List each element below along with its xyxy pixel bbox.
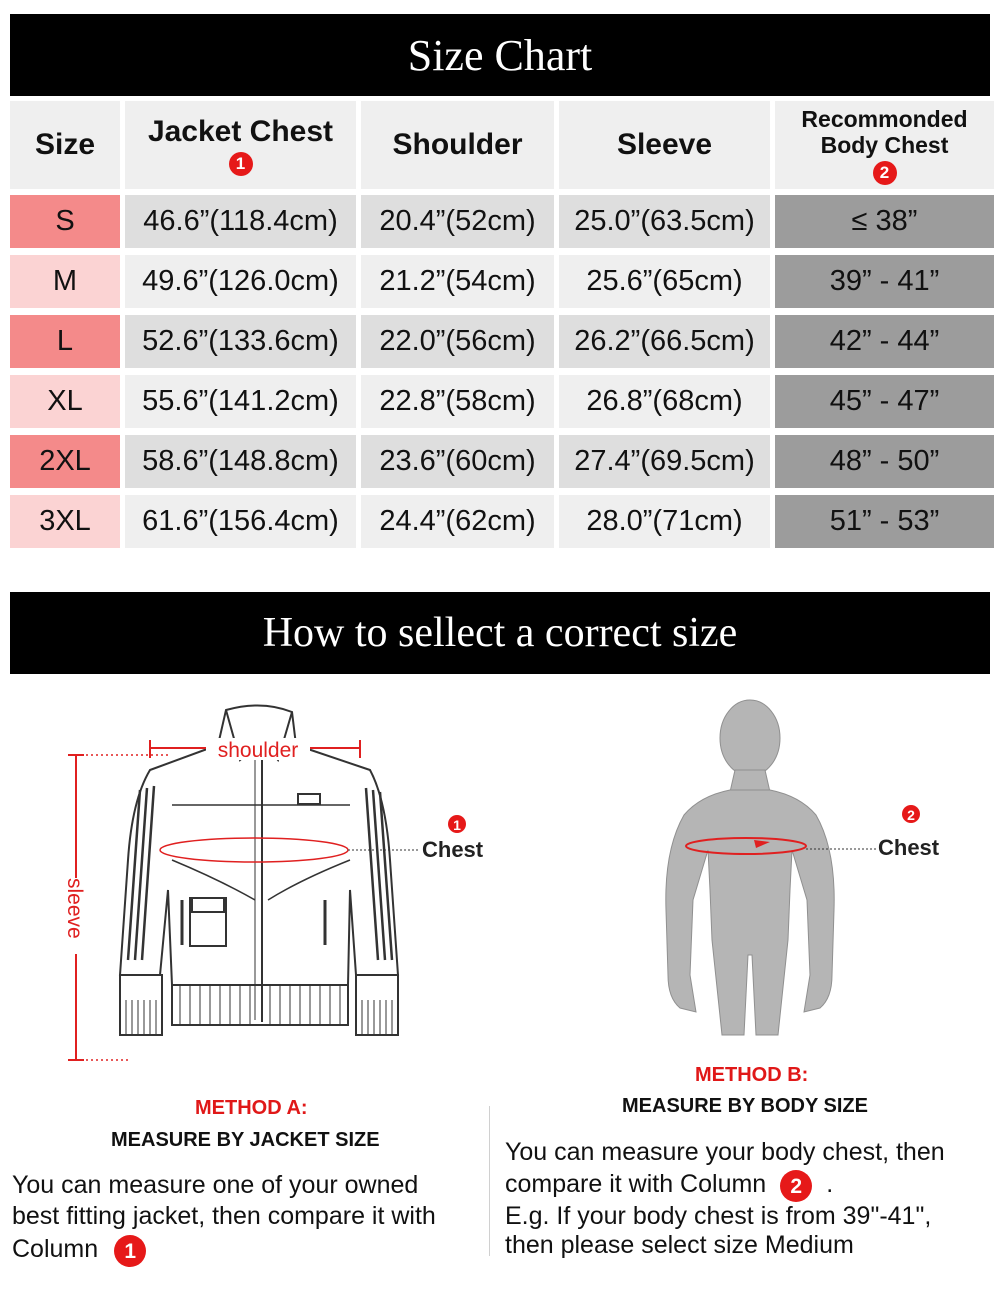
- method-a-subheading: MEASURE BY JACKET SIZE: [111, 1129, 380, 1151]
- row-xl-shoulder: 22.8”(58cm): [361, 375, 554, 428]
- method-b-text: [505, 1138, 995, 1260]
- row-2xl-body-chest: 48” - 50”: [775, 435, 994, 488]
- method-b-line4: then please select size Medium: [505, 1231, 854, 1259]
- row-l-sleeve: 26.2”(66.5cm): [559, 315, 770, 368]
- method-b-line1: You can measure your body chest, then: [505, 1138, 945, 1166]
- row-xl-size: XL: [10, 375, 120, 428]
- method-b-line2: compare it with Column: [505, 1170, 767, 1198]
- header-recommended-line2: Body Chest: [820, 131, 949, 158]
- method-a-line2: best fitting jacket, then compare it with: [12, 1202, 436, 1230]
- row-s-body-chest: ≤ 38”: [775, 195, 994, 248]
- header-recommended-line1: Recommonded: [801, 105, 968, 132]
- method-a-column-marker: 1: [114, 1235, 146, 1267]
- method-b-line2-end: .: [826, 1170, 834, 1198]
- row-s-chest: 46.6”(118.4cm): [125, 195, 356, 248]
- method-b-heading: METHOD B:: [695, 1064, 809, 1086]
- body-chest-marker: 2: [907, 807, 915, 823]
- row-m-shoulder: 21.2”(54cm): [361, 255, 554, 308]
- header-recommended-body-chest: [775, 101, 994, 189]
- row-xl-chest: 55.6”(141.2cm): [125, 375, 356, 428]
- column-marker-1: 1: [229, 152, 253, 176]
- row-3xl-shoulder: 24.4”(62cm): [361, 495, 554, 548]
- method-a-line3: Column: [12, 1235, 99, 1263]
- row-l-shoulder: 22.0”(56cm): [361, 315, 554, 368]
- row-l-body-chest: 42” - 44”: [775, 315, 994, 368]
- jacket-chest-marker: 1: [453, 817, 461, 833]
- method-divider: [489, 1106, 490, 1256]
- header-sleeve-label: Sleeve: [616, 128, 713, 161]
- row-3xl-body-chest: 51” - 53”: [775, 495, 994, 548]
- row-3xl-chest: 61.6”(156.4cm): [125, 495, 356, 548]
- method-b-line3: E.g. If your body chest is from 39"-41",: [505, 1202, 932, 1230]
- header-size-label: Size: [34, 128, 96, 161]
- header-sleeve: [559, 101, 770, 189]
- size-chart-table: [10, 101, 990, 555]
- header-jacket-chest-label: Jacket Chest: [147, 114, 334, 148]
- row-3xl-size: 3XL: [10, 495, 120, 548]
- row-2xl-chest: 58.6”(148.8cm): [125, 435, 356, 488]
- method-a-line1: You can measure one of your owned: [12, 1171, 419, 1199]
- jacket-chest-label: Chest: [422, 837, 484, 862]
- method-b-line2-wrap: [505, 1167, 995, 1202]
- method-b-subheading: MEASURE BY BODY SIZE: [622, 1095, 868, 1117]
- body-silhouette-illustration: [640, 698, 960, 1048]
- header-size: [10, 101, 120, 189]
- row-m-size: M: [10, 255, 120, 308]
- sleeve-measure-label: sleeve: [63, 878, 86, 939]
- size-chart-title: Size Chart: [10, 14, 990, 96]
- row-s-sleeve: 25.0”(63.5cm): [559, 195, 770, 248]
- header-jacket-chest: [125, 101, 356, 189]
- row-2xl-shoulder: 23.6”(60cm): [361, 435, 554, 488]
- row-s-shoulder: 20.4”(52cm): [361, 195, 554, 248]
- guide-title: How to sellect a correct size: [10, 592, 990, 674]
- header-shoulder: [361, 101, 554, 189]
- row-l-size: L: [10, 315, 120, 368]
- shoulder-measure-label: shoulder: [217, 739, 299, 762]
- row-xl-body-chest: 45” - 47”: [775, 375, 994, 428]
- body-chest-label: Chest: [878, 835, 940, 860]
- method-a-text: [12, 1170, 482, 1267]
- row-m-chest: 49.6”(126.0cm): [125, 255, 356, 308]
- row-2xl-sleeve: 27.4”(69.5cm): [559, 435, 770, 488]
- row-2xl-size: 2XL: [10, 435, 120, 488]
- method-b-column-marker: 2: [780, 1170, 812, 1202]
- header-shoulder-label: Shoulder: [392, 128, 523, 161]
- column-marker-2: 2: [873, 161, 897, 185]
- row-m-sleeve: 25.6”(65cm): [559, 255, 770, 308]
- row-s-size: S: [10, 195, 120, 248]
- jacket-illustration: [55, 698, 515, 1068]
- method-a-line3-wrap: [12, 1232, 482, 1267]
- method-a-heading: METHOD A:: [195, 1097, 308, 1119]
- row-3xl-sleeve: 28.0”(71cm): [559, 495, 770, 548]
- row-l-chest: 52.6”(133.6cm): [125, 315, 356, 368]
- row-xl-sleeve: 26.8”(68cm): [559, 375, 770, 428]
- row-m-body-chest: 39” - 41”: [775, 255, 994, 308]
